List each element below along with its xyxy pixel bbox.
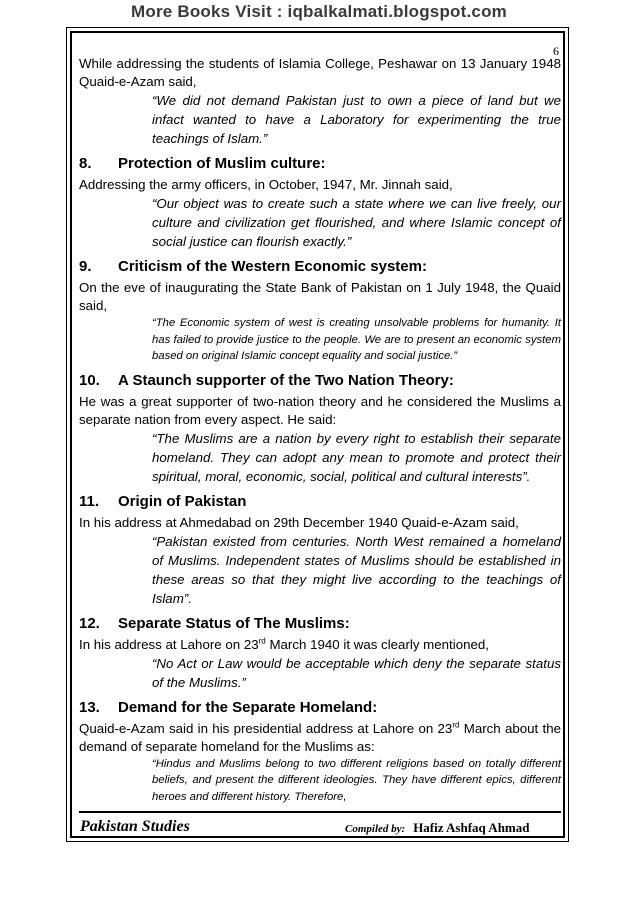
section-9-text: On the eve of inaugurating the State Bank of Pakistan on 1 July 1948, the Quaid said,: [79, 280, 561, 313]
section-13-quote: “Hindus and Muslims belong to two different religions based on totally different beliefs, and present the different ideologies. They have different epics, different heroes and different history. Therefore,: [152, 757, 561, 803]
footer-compiler: [345, 820, 530, 836]
banner-link[interactable]: More Books Visit : iqbalkalmati.blogspot.com: [131, 2, 507, 21]
section-title: Demand for the Separate Homeland:: [118, 698, 378, 716]
section-title: Protection of Muslim culture:: [118, 155, 326, 172]
section-number: 10.: [79, 371, 100, 389]
section-heading-11: [79, 492, 561, 512]
section-title: Criticism of the Western Economic system:: [118, 258, 427, 275]
compiler-name: Hafiz Ashfaq Ahmad: [413, 820, 530, 835]
footer-divider: [79, 811, 561, 813]
section-8-quote: “Our object was to create such a state where we can live freely, our culture and civilization get flourished, and where Islamic concept of social justice can flourish exactly.”: [152, 196, 561, 249]
section-heading-10: [79, 371, 561, 391]
section-heading-8: [79, 154, 561, 174]
section-10-quote: “The Muslims are a nation by every right to establish their separate homeland. They can adopt any mean to promote and protect their spiritual, moral, economic, social, political and cultural interests”.: [152, 430, 561, 484]
section-heading-9: [79, 257, 561, 277]
section-title: A Staunch supporter of the Two Nation Theory:: [118, 371, 454, 389]
section-10-text: He was a great supporter of two-nation theory and he considered the Muslims a separate nation from every aspect. He said:: [79, 393, 561, 427]
section-11-text: In his address at Ahmedabad on 29th December 1940 Quaid-e-Azam said,: [79, 514, 519, 530]
section-title: Origin of Pakistan: [118, 492, 247, 510]
intro-text: While addressing the students of Islamia College, Peshawar on 13 January 1948 Quaid-e-Azam said,: [79, 56, 561, 89]
section-title: Separate Status of The Muslims:: [118, 614, 350, 632]
section-8-text: Addressing the army officers, in October, 1947, Mr. Jinnah said,: [79, 177, 453, 192]
page-content: [79, 55, 561, 805]
section-13-text: Quaid-e-Azam said in his presidential address at Lahore on 23rd March about the demand of separate homeland for the Muslims as:: [79, 720, 561, 754]
compiled-by-label: Compiled by:: [345, 823, 406, 835]
section-number: 8.: [79, 155, 92, 172]
section-number: 13.: [79, 698, 100, 716]
section-12-quote: “No Act or Law would be acceptable which deny the separate status of the Muslims.”: [152, 655, 561, 690]
section-11-quote: “Pakistan existed from centuries. North West remained a homeland of Muslims. Independent states of Muslims should be established in these areas so that they might live according to the teachings of Islam”.: [152, 533, 561, 606]
footer-book-title: Pakistan Studies: [80, 818, 190, 835]
section-heading-12: [79, 614, 561, 634]
page-number: 6: [553, 44, 559, 58]
intro-quote: “We did not demand Pakistan just to own a piece of land but we infact wanted to have a Laboratory for experimenting the true teachings of Islam.”: [152, 93, 561, 146]
section-number: 12.: [79, 614, 100, 632]
section-heading-13: [79, 698, 561, 718]
section-number: 9.: [79, 258, 92, 275]
section-number: 11.: [79, 492, 100, 510]
section-9-quote: “The Economic system of west is creating unsolvable problems for humanity. It has failed to provide justice to the people. We are to present an economic system based on original Islamic concept equality and social justice.”: [152, 317, 561, 362]
section-12-text: In his address at Lahore on 23rd March 1940 it was clearly mentioned,: [79, 636, 489, 652]
